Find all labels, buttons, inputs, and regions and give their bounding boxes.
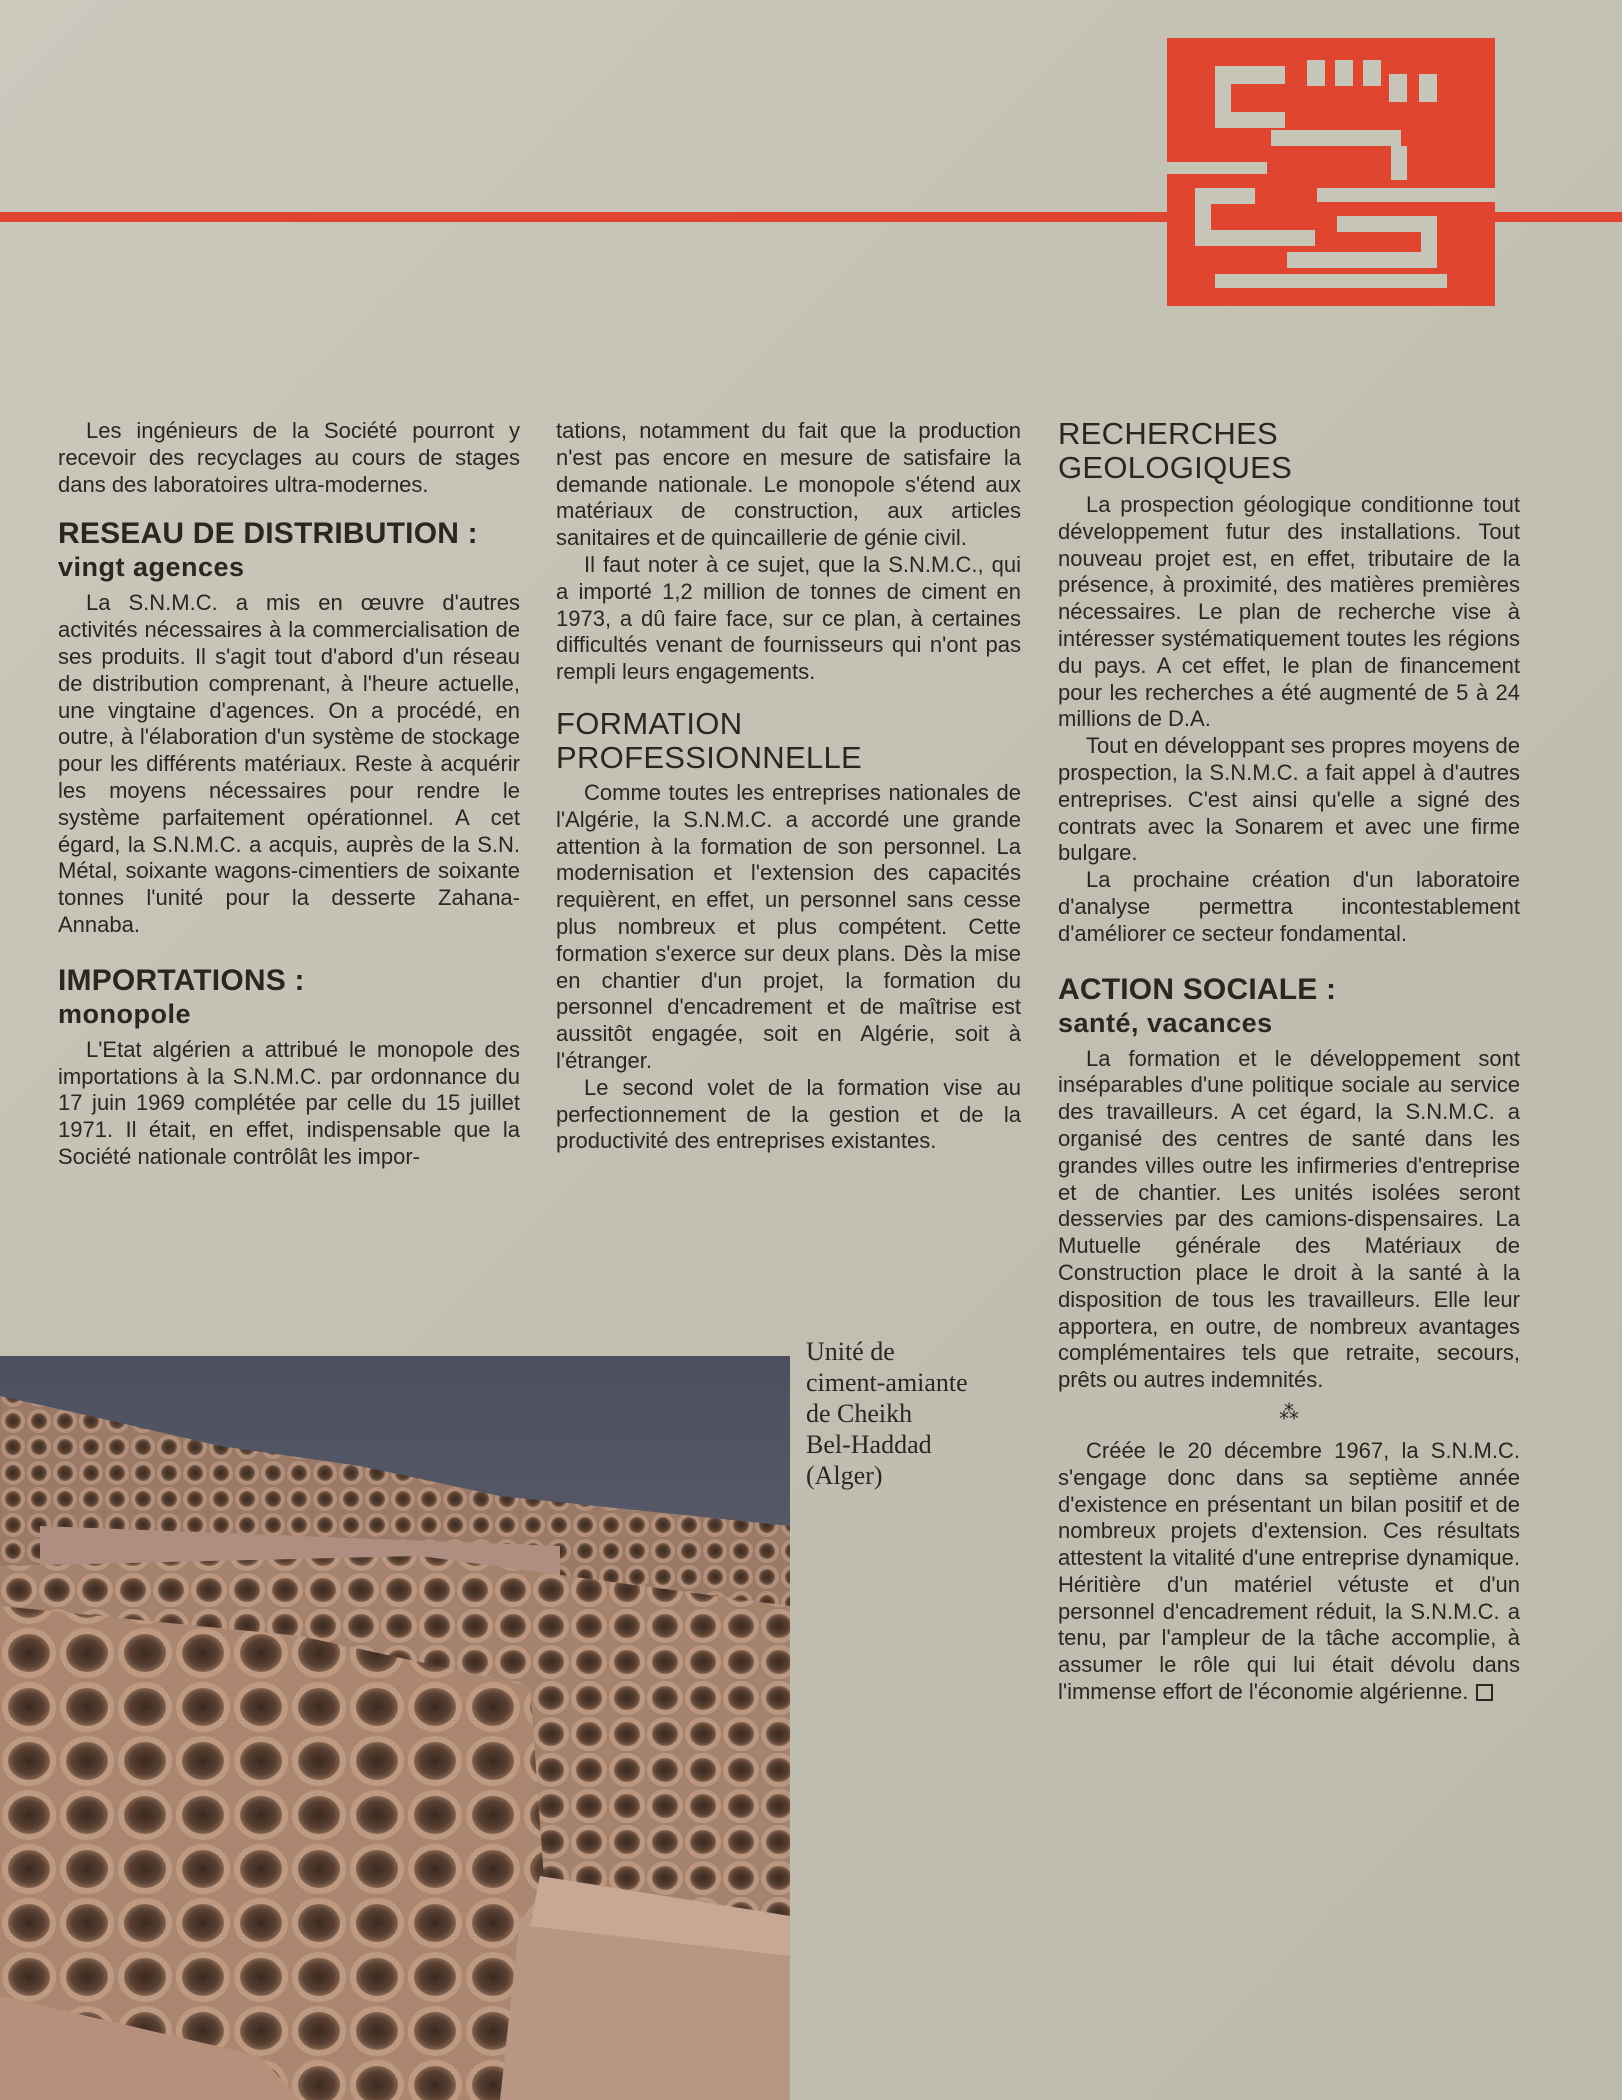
importations-continued-paragraph: tations, notamment du fait que la production n'est pas encore en mesure de satisfaire la demande nationale. Le monopole s'étend aux matériaux de construction, aux articles sanitaires et de quincaillerie de génie civil.	[556, 418, 1021, 551]
conclusion-text: Créée le 20 décembre 1967, la S.N.M.C. s'engage donc dans sa septième année d'existence en présentant un bilan positif et de nombreux projets d'extension. Ces résultats attestent la vitalité d'une entreprise dynamique. Héritière d'un matériel vétuste et d'un personnel d'encadrement réduit, la S.N.M.C. a tenu, par l'ampleur de la tâche accomplie, à assumer le rôle qui lui était dévolu dans l'immense effort de l'économie algérienne.	[1058, 1437, 1520, 1705]
recherches-heading-line-2: GEOLOGIQUES	[1058, 450, 1293, 485]
action-sociale-heading: ACTION SOCIALE :	[1058, 972, 1337, 1006]
action-sociale-paragraph: La formation et le développement sont inséparables d'une politique sociale au service des travailleurs. A cet égard, la S.N.M.C. a organisé des centres de santé dans les grandes villes outre les infirmeries d'entreprise et de chantier. Les unités isolées seront desservies par des camions-dispensaires. La Mutuelle générale des Matériaux de Construction place le droit à la santé à la disposition de tous les travailleurs. Elle leur apportera, en outre, de nombreux avantages complémentaires tels que retraite, secours, prêts ou autres indemnités.	[1058, 1045, 1520, 1393]
recherches-paragraph: La prospection géologique conditionne tout développement futur des installations. Tout nouveau projet est, en effet, tributaire de la présence, à proximité, des matières premières nécessaires. Le plan de recherche vise à intéresser systématiquement toutes les régions du pays. A cet effet, le plan de financement pour les recherches a été augmenté de 5 à 24 millions de D.A.	[1058, 492, 1520, 732]
intro-paragraph: Les ingénieurs de la Société pourront y recevoir des recyclages au cours de stages dans des laboratoires ultra-modernes.	[58, 418, 520, 497]
formation-heading-line-2: PROFESSIONNELLE	[556, 739, 862, 775]
photo-caption	[806, 1336, 1006, 1491]
caption-line: Bel-Haddad	[806, 1430, 932, 1459]
end-mark-icon	[1476, 1684, 1493, 1701]
column-2	[556, 418, 1021, 1155]
action-sociale-subheading: santé, vacances	[1058, 1007, 1273, 1038]
caption-line: (Alger)	[806, 1461, 883, 1490]
formation-second-paragraph: Le second volet de la formation vise au perfectionnement de la gestion et de la productivité des entreprises existantes.	[556, 1074, 1021, 1154]
importations-heading: IMPORTATIONS :	[58, 963, 305, 997]
snmc-logo-icon	[1167, 38, 1495, 306]
prospection-paragraph: Tout en développant ses propres moyens de prospection, la S.N.M.C. a fait appel à d'autres entreprises. C'est ainsi qu'elle a signé des contrats avec la Sonarem et avec une firme bulgare.	[1058, 733, 1520, 866]
column-1	[58, 418, 520, 1171]
ciment-paragraph: Il faut noter à ce sujet, que la S.N.M.C., qui a importé 1,2 million de tonnes de ciment en 1973, a dû faire face, sur ce plan, à certaines difficultés venant de fournisseurs qui n'ont pas rempli leurs engagements.	[556, 551, 1021, 685]
section-separator-stars: ⁂	[1279, 1401, 1299, 1424]
importations-paragraph: L'Etat algérien a attribué le monopole des importations à la S.N.M.C. par ordonnance du 17 juin 1969 complétée par celle du 15 juillet 1971. Il était, en effet, indispensable que la Société nationale contrôlât les impor-	[58, 1036, 520, 1169]
formation-paragraph: Comme toutes les entreprises nationales de l'Algérie, la S.N.M.C. a accordé une grande attention à la formation de son personnel. La modernisation et l'extension des capacités requièrent, en effet, un personnel sans cesse plus nombreux et plus compétent. Cette formation s'exerce sur deux plans. Dès la mise en chantier d'un projet, la formation du personnel d'encadrement et de maîtrise est aussitôt engagée, soit en Algérie, soit à l'étranger.	[556, 779, 1021, 1073]
reseau-heading: RESEAU DE DISTRIBUTION :	[58, 517, 478, 551]
column-3	[1058, 418, 1520, 1706]
caption-line: Unité de	[806, 1337, 895, 1366]
caption-line: ciment-amiante	[806, 1368, 968, 1397]
concrete-pipes-image	[0, 1356, 790, 2100]
conclusion-paragraph	[1058, 1438, 1520, 1706]
caption-line: de Cheikh	[806, 1399, 913, 1428]
reseau-paragraph: La S.N.M.C. a mis en œuvre d'autres activités nécessaires à la commercialisation de ses produits. Il s'agit tout d'abord d'un réseau de distribution comprenant, à l'heure actuelle, une vingtaine d'agences. On a procédé, en outre, à l'élaboration d'un système de stockage pour les différents matériaux. Reste à acquérir les moyens nécessaires pour rendre le système parfaitement opérationnel. A cet égard, la S.N.M.C. a acquis, auprès de la S.N. Métal, soixante wagons-cimentiers de soixante tonnes l'unité pour la desserte Zahana-Annaba.	[58, 590, 520, 937]
concrete-pipes-photo	[0, 1356, 790, 2100]
reseau-subheading: vingt agences	[58, 552, 245, 583]
laboratoire-paragraph: La prochaine création d'un laboratoire d'analyse permettra incontestablement d'améliorer ce secteur fondamental.	[1058, 867, 1520, 946]
importations-subheading: monopole	[58, 998, 191, 1029]
formation-heading-line-1: FORMATION	[556, 705, 743, 741]
recherches-heading-line-1: RECHERCHES	[1058, 416, 1279, 451]
